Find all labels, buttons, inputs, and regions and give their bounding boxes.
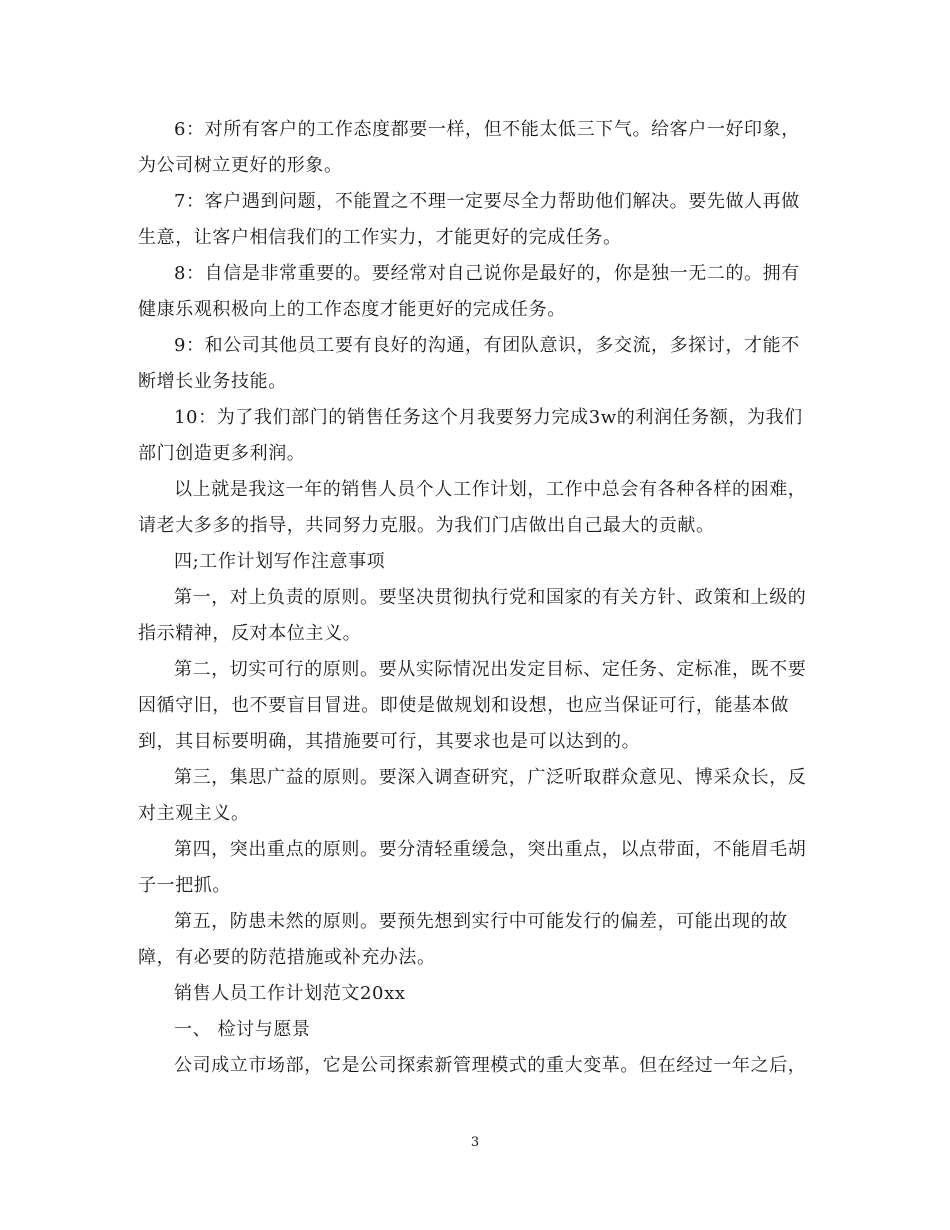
section-heading-sample: 销售人员工作计划范文20xx	[174, 983, 406, 1004]
paragraph-principle-5: 第五，防患未然的原则。要预先想到实行中可能发行的偏差，可能出现的故障，有必要的防范措施或补充办法。	[138, 911, 788, 968]
paragraph-principle-4: 第四，突出重点的原则。要分清轻重缓急，突出重点，以点带面，不能眉毛胡子一把抓。	[138, 839, 807, 896]
paragraph-item-10: 10：为了我们部门的销售任务这个月我要努力完成3w的利润任务额，为我们部门创造更多利润。	[138, 407, 803, 464]
paragraph-item-9: 9：和公司其他员工要有良好的沟通，有团队意识，多交流，多探讨，才能不断增长业务技能。	[138, 335, 800, 392]
paragraph-summary: 以上就是我这一年的销售人员个人工作计划，工作中总会有各种各样的困难，请老大多多的指导，共同努力克服。为我们门店做出自己最大的贡献。	[138, 479, 807, 536]
paragraph-principle-2: 第二，切实可行的原则。要从实际情况出发定目标、定任务、定标准，既不要因循守旧，也不要盲目冒进。即使是做规划和设想，也应当保证可行，能基本做到，其目标要明确，其措施要可行，其要求也是可以达到的。	[138, 659, 807, 752]
document-body	[138, 112, 818, 1084]
page-number: 3	[470, 1135, 480, 1150]
paragraph-item-8: 8：自信是非常重要的。要经常对自己说你是最好的，你是独一无二的。拥有健康乐观积极向上的工作态度才能更好的完成任务。	[138, 263, 800, 320]
paragraph-item-6: 6：对所有客户的工作态度都要一样，但不能太低三下气。给客户一好印象，为公司树立更好的形象。	[138, 119, 800, 176]
paragraph-principle-1: 第一，对上负责的原则。要坚决贯彻执行党和国家的有关方针、政策和上级的指示精神，反对本位主义。	[138, 587, 807, 644]
paragraph-intro: 公司成立市场部，它是公司探索新管理模式的重大变革。但在经过一年之后，	[174, 1055, 807, 1076]
section-heading-review: 一、 检讨与愿景	[174, 1019, 311, 1040]
paragraph-principle-3: 第三，集思广益的原则。要深入调查研究，广泛听取群众意见、博采众长，反对主观主义。	[138, 767, 807, 824]
section-heading-notes: 四;工作计划写作注意事项	[174, 551, 386, 572]
paragraph-item-7: 7：客户遇到问题，不能置之不理一定要尽全力帮助他们解决。要先做人再做生意，让客户相信我们的工作实力，才能更好的完成任务。	[138, 191, 800, 248]
